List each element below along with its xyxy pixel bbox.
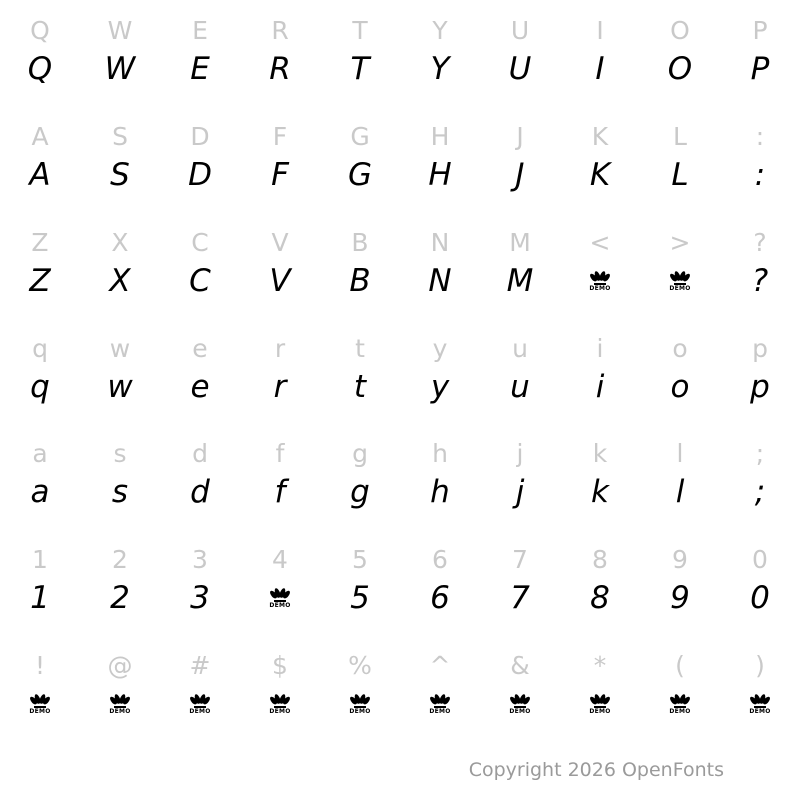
key-label: F: [272, 122, 288, 152]
specimen-cell: [0, 211, 80, 317]
key-label: e: [192, 333, 208, 363]
specimen-cell: [0, 106, 80, 212]
glyph-sample: T: [350, 51, 370, 88]
specimen-cell: [720, 634, 800, 740]
specimen-cell: [80, 211, 160, 317]
key-label: o: [672, 333, 688, 363]
copyright-notice: Copyright 2026 OpenFonts: [468, 759, 724, 781]
glyph-sample: E: [190, 51, 210, 88]
glyph-sample: u: [510, 368, 530, 405]
specimen-row: [0, 0, 800, 106]
demo-petals-icon: [190, 693, 210, 705]
specimen-cell: [160, 0, 240, 106]
key-label: d: [192, 439, 208, 469]
specimen-cell: [560, 0, 640, 106]
key-label: R: [271, 16, 289, 46]
demo-petals-icon: [670, 693, 690, 705]
glyph-sample: p: [750, 368, 770, 405]
demo-label: DEMO: [349, 708, 371, 716]
demo-label: DEMO: [589, 285, 611, 293]
key-label: 1: [32, 544, 48, 574]
glyph-sample: N: [428, 262, 452, 299]
key-label: Z: [31, 227, 49, 257]
demo-watermark-icon: [269, 682, 290, 726]
specimen-cell: [480, 317, 560, 423]
specimen-cell: [80, 317, 160, 423]
glyph-sample: M: [506, 262, 534, 299]
specimen-cell: [320, 0, 400, 106]
key-label: S: [112, 122, 128, 152]
glyph-sample: G: [347, 157, 373, 194]
specimen-cell: [560, 106, 640, 212]
glyph-sample: C: [189, 262, 211, 299]
key-label: ;: [755, 439, 765, 469]
demo-label: DEMO: [509, 708, 531, 716]
specimen-cell: [560, 423, 640, 529]
glyph-sample: B: [349, 262, 371, 299]
demo-label: DEMO: [269, 602, 291, 610]
key-label: 6: [432, 544, 448, 574]
specimen-cell: [240, 317, 320, 423]
glyph-sample: S: [110, 157, 130, 194]
demo-label: DEMO: [189, 708, 211, 716]
key-label: Q: [30, 16, 50, 46]
glyph-sample: 8: [590, 579, 610, 616]
key-label: 4: [272, 544, 288, 574]
demo-petals-icon: [590, 693, 610, 705]
key-label: 7: [512, 544, 528, 574]
demo-watermark-icon: [589, 259, 610, 303]
demo-watermark-icon: [109, 682, 130, 726]
specimen-row: [0, 529, 800, 635]
key-label: f: [275, 439, 285, 469]
key-label: *: [593, 650, 607, 680]
specimen-cell: [640, 211, 720, 317]
key-label: h: [432, 439, 448, 469]
specimen-cell: [400, 423, 480, 529]
key-label: 5: [352, 544, 368, 574]
key-label: T: [352, 16, 368, 46]
key-label: K: [591, 122, 609, 152]
key-label: V: [271, 227, 289, 257]
specimen-cell: [0, 529, 80, 635]
specimen-cell: [480, 106, 560, 212]
specimen-cell: [80, 0, 160, 106]
specimen-cell: [480, 634, 560, 740]
glyph-sample: 6: [430, 579, 450, 616]
key-label: $: [272, 650, 288, 680]
key-label: %: [348, 650, 372, 680]
specimen-cell: [400, 529, 480, 635]
specimen-cell: [560, 634, 640, 740]
demo-watermark-icon: [509, 682, 530, 726]
key-label: L: [673, 122, 687, 152]
specimen-row: [0, 106, 800, 212]
demo-watermark-icon: [589, 682, 610, 726]
glyph-sample: Q: [27, 51, 53, 88]
key-label: C: [191, 227, 209, 257]
specimen-cell: [640, 0, 720, 106]
specimen-cell: [0, 0, 80, 106]
specimen-cell: [480, 0, 560, 106]
demo-label: DEMO: [29, 708, 51, 716]
key-label: j: [516, 439, 524, 469]
specimen-cell: [240, 529, 320, 635]
glyph-sample: w: [107, 368, 133, 405]
specimen-row: [0, 317, 800, 423]
specimen-cell: [80, 529, 160, 635]
glyph-sample: I: [595, 51, 605, 88]
demo-petals-icon: [750, 693, 770, 705]
key-label: A: [31, 122, 49, 152]
key-label: s: [113, 439, 127, 469]
demo-label: DEMO: [269, 708, 291, 716]
demo-label: DEMO: [109, 708, 131, 716]
demo-petals-icon: [30, 693, 50, 705]
key-label: q: [32, 333, 48, 363]
specimen-cell: [400, 106, 480, 212]
glyph-sample: U: [508, 51, 532, 88]
demo-watermark-icon: [749, 682, 770, 726]
glyph-sample: 7: [510, 579, 530, 616]
glyph-sample: r: [273, 368, 287, 405]
specimen-cell: [720, 423, 800, 529]
glyph-sample: e: [190, 368, 210, 405]
key-label: N: [430, 227, 450, 257]
key-label: P: [752, 16, 768, 46]
demo-label: DEMO: [589, 708, 611, 716]
specimen-row: [0, 423, 800, 529]
demo-petals-icon: [270, 587, 290, 599]
specimen-cell: [0, 423, 80, 529]
glyph-sample: F: [271, 157, 289, 194]
key-label: Y: [432, 16, 448, 46]
key-label: ^: [429, 650, 451, 680]
key-label: i: [596, 333, 604, 363]
glyph-sample: d: [190, 474, 210, 511]
key-label: &: [510, 650, 530, 680]
specimen-cell: [80, 634, 160, 740]
key-label: w: [109, 333, 131, 363]
glyph-sample: L: [671, 157, 689, 194]
glyph-sample: X: [109, 262, 131, 299]
specimen-cell: [400, 0, 480, 106]
key-label: 3: [192, 544, 208, 574]
glyph-sample: k: [591, 474, 609, 511]
glyph-sample: H: [428, 157, 452, 194]
specimen-cell: [240, 634, 320, 740]
specimen-cell: [640, 317, 720, 423]
demo-label: DEMO: [749, 708, 771, 716]
glyph-sample: K: [589, 157, 611, 194]
specimen-cell: [240, 106, 320, 212]
footer: [0, 740, 800, 800]
key-label: g: [352, 439, 368, 469]
specimen-cell: [160, 634, 240, 740]
key-label: r: [274, 333, 286, 363]
glyph-sample: g: [350, 474, 370, 511]
glyph-sample: 1: [30, 579, 50, 616]
specimen-cell: [160, 106, 240, 212]
specimen-cell: [480, 211, 560, 317]
specimen-cell: [160, 423, 240, 529]
specimen-cell: [0, 634, 80, 740]
glyph-sample: s: [111, 474, 129, 511]
specimen-cell: [320, 211, 400, 317]
specimen-cell: [480, 423, 560, 529]
glyph-sample: a: [30, 474, 50, 511]
specimen-cell: [720, 106, 800, 212]
glyph-sample: y: [430, 368, 450, 405]
demo-petals-icon: [350, 693, 370, 705]
glyph-sample: o: [670, 368, 690, 405]
demo-label: DEMO: [429, 708, 451, 716]
key-label: B: [351, 227, 369, 257]
key-label: t: [355, 333, 365, 363]
specimen-cell: [560, 211, 640, 317]
demo-petals-icon: [670, 270, 690, 282]
key-label: u: [512, 333, 528, 363]
specimen-cell: [720, 317, 800, 423]
specimen-cell: [0, 317, 80, 423]
glyph-sample: j: [515, 474, 525, 511]
key-label: I: [596, 16, 604, 46]
specimen-cell: [400, 211, 480, 317]
specimen-cell: [720, 529, 800, 635]
glyph-sample: t: [353, 368, 367, 405]
key-label: 8: [592, 544, 608, 574]
key-label: ): [755, 650, 765, 680]
specimen-cell: [320, 317, 400, 423]
glyph-sample: f: [274, 474, 286, 511]
key-label: y: [432, 333, 448, 363]
key-label: l: [676, 439, 684, 469]
demo-label: DEMO: [669, 285, 691, 293]
key-label: O: [670, 16, 690, 46]
key-label: >: [669, 227, 691, 257]
specimen-cell: [80, 106, 160, 212]
key-label: X: [111, 227, 129, 257]
key-label: J: [516, 122, 524, 152]
key-label: H: [430, 122, 450, 152]
demo-watermark-icon: [429, 682, 450, 726]
specimen-cell: [560, 317, 640, 423]
glyph-sample: 5: [350, 579, 370, 616]
specimen-cell: [720, 0, 800, 106]
glyph-sample: i: [595, 368, 605, 405]
glyph-sample: :: [754, 157, 766, 194]
glyph-sample: 2: [110, 579, 130, 616]
glyph-sample: q: [30, 368, 50, 405]
specimen-cell: [160, 529, 240, 635]
key-label: W: [107, 16, 133, 46]
specimen-cell: [640, 423, 720, 529]
specimen-cell: [320, 106, 400, 212]
key-label: (: [675, 650, 685, 680]
demo-watermark-icon: [29, 682, 50, 726]
specimen-cell: [320, 634, 400, 740]
demo-petals-icon: [510, 693, 530, 705]
demo-petals-icon: [110, 693, 130, 705]
specimen-cell: [320, 423, 400, 529]
glyph-sample: P: [750, 51, 770, 88]
glyph-sample: O: [667, 51, 693, 88]
specimen-cell: [640, 106, 720, 212]
glyph-sample: ;: [754, 474, 766, 511]
demo-watermark-icon: [269, 576, 290, 620]
key-label: E: [192, 16, 208, 46]
key-label: M: [509, 227, 531, 257]
glyph-sample: J: [515, 157, 525, 194]
key-label: @: [107, 650, 133, 680]
key-label: 9: [672, 544, 688, 574]
glyph-sample: A: [29, 157, 51, 194]
specimen-cell: [240, 211, 320, 317]
glyph-sample: h: [430, 474, 450, 511]
demo-petals-icon: [270, 693, 290, 705]
glyph-sample: l: [675, 474, 685, 511]
glyph-sample: 3: [190, 579, 210, 616]
demo-watermark-icon: [189, 682, 210, 726]
specimen-cell: [400, 317, 480, 423]
specimen-cell: [640, 529, 720, 635]
glyph-sample: 9: [670, 579, 690, 616]
key-label: #: [189, 650, 211, 680]
key-label: 2: [112, 544, 128, 574]
key-label: D: [190, 122, 210, 152]
key-label: :: [755, 122, 765, 152]
specimen-cell: [320, 529, 400, 635]
specimen-cell: [80, 423, 160, 529]
specimen-cell: [720, 211, 800, 317]
glyph-sample: ?: [751, 262, 769, 299]
specimen-cell: [400, 634, 480, 740]
glyph-sample: D: [188, 157, 212, 194]
key-label: 0: [752, 544, 768, 574]
demo-petals-icon: [590, 270, 610, 282]
glyph-sample: 0: [750, 579, 770, 616]
specimen-row: [0, 211, 800, 317]
key-label: G: [350, 122, 370, 152]
specimen-cell: [240, 423, 320, 529]
key-label: p: [752, 333, 768, 363]
specimen-cell: [480, 529, 560, 635]
demo-watermark-icon: [669, 682, 690, 726]
demo-watermark-icon: [349, 682, 370, 726]
specimen-cell: [560, 529, 640, 635]
glyph-sample: V: [269, 262, 291, 299]
glyph-sample: R: [269, 51, 291, 88]
specimen-cell: [240, 0, 320, 106]
glyph-sample: W: [104, 51, 136, 88]
specimen-cell: [160, 211, 240, 317]
key-label: k: [592, 439, 608, 469]
demo-label: DEMO: [669, 708, 691, 716]
key-label: a: [32, 439, 48, 469]
specimen-cell: [160, 317, 240, 423]
specimen-row: [0, 634, 800, 740]
glyph-sample: Z: [29, 262, 51, 299]
glyph-sample: Y: [430, 51, 450, 88]
key-label: <: [589, 227, 611, 257]
demo-watermark-icon: [669, 259, 690, 303]
specimen-cell: [640, 634, 720, 740]
key-label: U: [510, 16, 530, 46]
demo-petals-icon: [430, 693, 450, 705]
key-label: !: [34, 650, 46, 680]
key-label: ?: [753, 227, 767, 257]
